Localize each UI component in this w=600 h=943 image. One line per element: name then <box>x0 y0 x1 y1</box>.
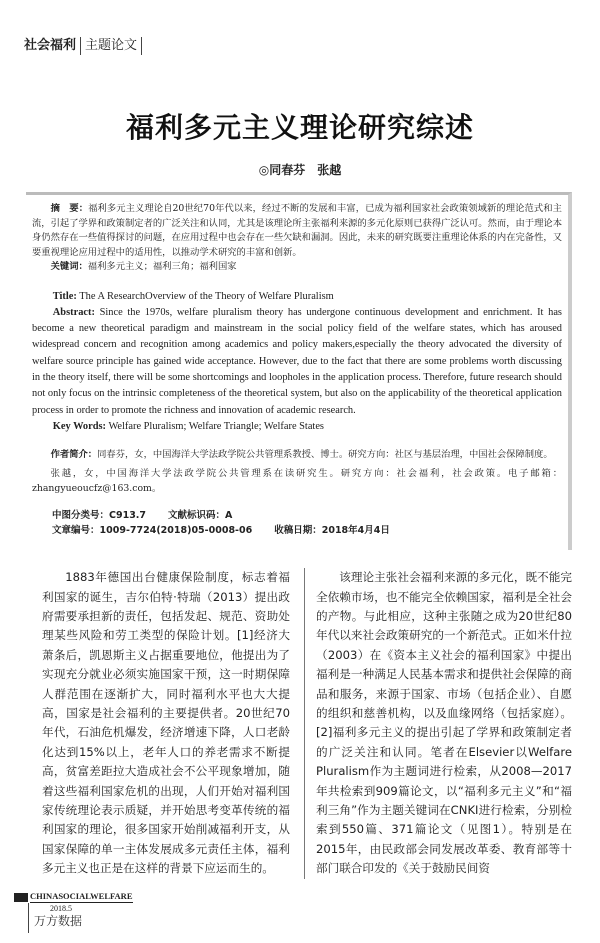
body-column-right: 该理论主张社会福利来源的多元化，既不能完全依赖市场，也不能完全依赖国家，福利是全社会的产物。与此相应，这种主张随之成为20世纪80年代以来社会政策研究的一个新范式。正如米什拉（2003）在《资本主义社会的福利国家》中提出福利是一种满足人民基本需求和提供社会保障的商品和服务，来源于国家、市场（包括企业）、自愿的组织和慈善机构，以及血缘网络（包括家庭）。[2]福利多元主义的提出引起了学界和政策制定者的广泛关注和认同。笔者在Elsevier以Welfare Pluralism作为主题词进行检索，从2008—2017年共检索到909篇论文，以“福利多元主义”和“福利三角”作为主题关键词在CNKI进行检索，分别检索到550篇、371篇论文（见图1）。特别是在2015年，由民政部会同发展改革委、教育部等十部门联合印发的《关于鼓励民间资 <box>316 570 572 876</box>
label: 关键词： <box>50 261 88 272</box>
author-bio-2: 张越，女，中国海洋大学法政学院公共管理系在读研究生。研究方向：社会福利，社会政策。电子邮箱：zhangyueoucfz@163.com。 <box>32 468 562 495</box>
clc-number: 中图分类号：C913.7 <box>52 510 147 522</box>
abstract-box <box>26 192 572 550</box>
chinese-abstract <box>32 202 562 260</box>
watermark: 万方数据 <box>34 913 83 928</box>
text: 福利多元主义理论自20世纪70年代以来，经过不断的发展和丰富，已成为福利国家社会政策领域新的理论范式和主流，引起了学界和政策制定者的广泛关注和认同，尤其是该理论所主张福利来源的多元化原则已获得广泛认可。然而，由于理论本身仍然存在一些值得探讨的问题，在应用过程中也会存在一些欠缺和漏洞。因此，未来的研究既要注重理论体系的内在完备性，又要重视理论应用过程中的适用性，以推动学术研究的丰富和创新。 <box>32 203 562 258</box>
label: Abstract: <box>52 306 95 318</box>
label: 摘 要： <box>50 203 89 214</box>
author-bio-1 <box>32 447 562 462</box>
page-footer <box>14 891 600 933</box>
label: 作者简介： <box>50 449 98 461</box>
article-info-line <box>52 523 562 538</box>
column-name: 主题论文 <box>81 37 142 55</box>
section-name: 社会福利 <box>24 37 81 55</box>
text: Since the 1970s, welfare pluralism theory has undergone continuous development and enrichment. It has become a new theoretical paradigm and mainstream in the social policy field of the welfare states, which has aroused widespread concern and recognition among academics and policy makers,especially the theory advocated the diversity of welfare source principle has gained wide acceptance. However, due to the fact that there are some problems worth discussing in the theory itself, there will be some shortcomings and loopholes in the application process. Therefore, future research should not only focus on the intrinsic completeness of the theoretical system, but also on the applicability of the theoretical application process in order to promote the richness and innovation of academic research. <box>32 306 562 416</box>
text: 同春芬，女，中国海洋大学法政学院公共管理系教授、博士。研究方向：社区与基层治理，中国社会保障制度。 <box>97 449 553 461</box>
text: Welfare Pluralism; Welfare Triangle; Welfare States <box>108 420 324 432</box>
english-title <box>32 289 562 305</box>
received-date: 收稿日期：2018年4月4日 <box>274 525 390 537</box>
article-number: 文章编号：1009-7724(2018)05-0008-06 <box>52 525 253 537</box>
label: Title: <box>52 290 77 302</box>
column-divider <box>304 568 305 879</box>
journal-name: CHINASOCIALWELFARE <box>30 890 133 901</box>
body-column-left: 1883年德国出台健康保险制度，标志着福利国家的诞生，吉尔伯特·特瑞（2013）提出政府需要承担新的责任，包括发起、规范、资助处理某些风险和劳工类型的保险计划。[1]经济大萧条后，凯恩斯主义占据重要地位，他提出为了实现充分就业必须实施国家干预，这一时期保障人群范围在逐渐扩大，同时福利水平也大大提高，国家是社会福利的主要提供者。20世纪70年代，石油危机爆发，经济增速下降，人口老龄化达到15%以上，老年人口的养老需求不断提高，贫富差距拉大造成社会不公平现象增加，随着这些福利国家危机的出现，人们开始对福利国家传统理论表示质疑，并开始思考变革传统的福利国家的理论，很多国家开始削减福利开支，从国家保障的单一主体发展成多元责任主体，福利多元主义也正是在这样的背景下应运而生的。 <box>42 570 290 876</box>
document-code: 文献标识码：A <box>168 510 233 522</box>
footer-rule <box>28 903 29 933</box>
article-body <box>0 568 600 879</box>
article-title: 福利多元主义理论研究综述 <box>125 111 474 144</box>
footer-marker <box>14 893 28 902</box>
english-abstract <box>32 305 562 419</box>
issue-number: 2018.5 <box>50 903 72 913</box>
english-keywords <box>32 419 562 435</box>
classification-line <box>52 508 562 523</box>
chinese-keywords <box>32 260 562 275</box>
section-header <box>24 37 600 55</box>
text: The A ResearchOverview of the Theory of Welfare Pluralism <box>79 290 334 302</box>
text: 福利多元主义；福利三角；福利国家 <box>87 261 237 272</box>
label: Key Words: <box>52 420 107 432</box>
authors: ◎同春芬 张越 <box>258 163 342 177</box>
